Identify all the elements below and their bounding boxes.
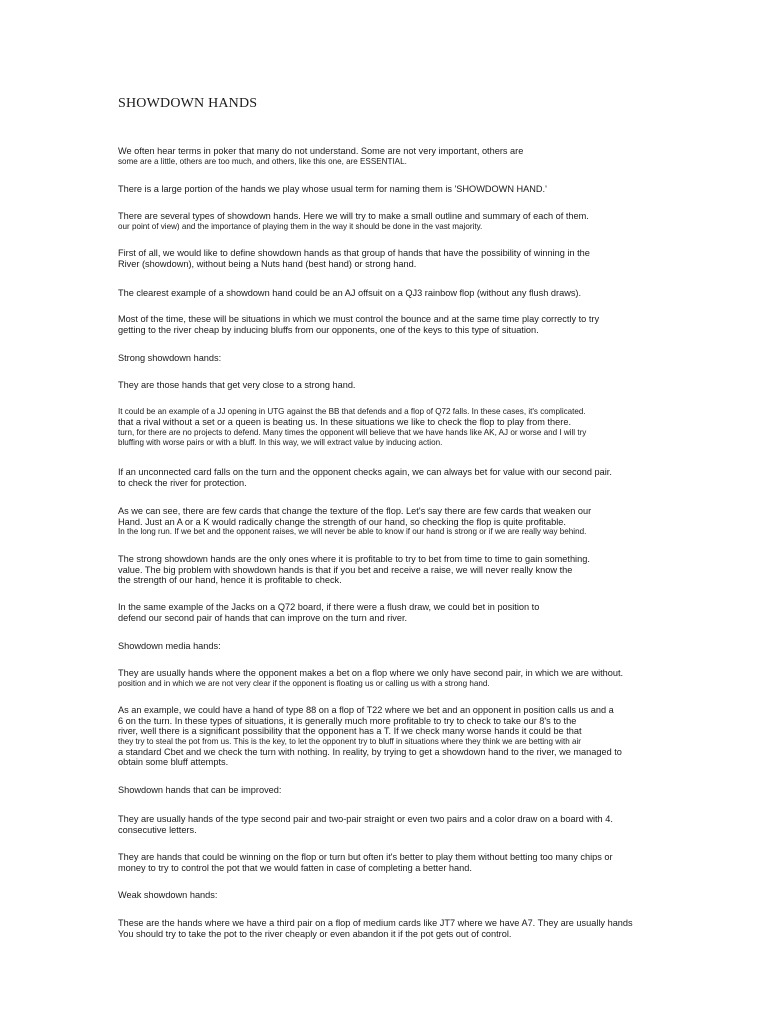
text-line: It could be an example of a JJ opening in UTG against the BB that defends and a flop of Q72 falls. In these cases, it's complicated.: [118, 407, 586, 416]
text-line: They are hands that could be winning on the flop or turn but often it's better to play them without betting too many chips or: [118, 852, 613, 862]
text-line: to check the river for protection.: [118, 477, 247, 488]
text-line: The strong showdown hands are the only ones where it is profitable to try to bet from time to time to gain something.: [118, 554, 590, 564]
paragraph: [118, 314, 658, 335]
text-line: bluffing with worse pairs or with a bluff. In this way, we will extract value by inducing action.: [118, 437, 443, 447]
paragraph: [118, 705, 658, 768]
text-line: These are the hands where we have a third pair on a flop of medium cards like JT7 where we have A7. They are usually hands: [118, 918, 633, 928]
text-line: Showdown media hands:: [118, 641, 221, 651]
paragraph: [118, 407, 658, 448]
text-line: River (showdown), without being a Nuts hand (best hand) or strong hand.: [118, 258, 417, 269]
text-line: money to try to control the pot that we would fatten in case of completing a better hand.: [118, 862, 472, 873]
text-line: There are several types of showdown hands. Here we will try to make a small outline and summary of each of them.: [118, 211, 589, 221]
text-line: If an unconnected card falls on the turn and the opponent checks again, we can always bet for value with our second pair.: [118, 467, 612, 477]
text-line: a standard Cbet and we check the turn with nothing. In reality, by trying to get a showdown hand to the river, we managed to: [118, 746, 622, 757]
text-line: They are usually hands where the opponent makes a bet on a flop where we only have second pair, in which we are without.: [118, 668, 624, 678]
text-line: There is a large portion of the hands we play whose usual term for naming them is 'SHOWDOWN HAND.': [118, 184, 547, 194]
paragraph: [118, 668, 658, 689]
text-line: position and in which we are not very clear if the opponent is floating us or calling us with a strong hand.: [118, 678, 490, 688]
paragraph: [118, 353, 658, 364]
text-line: Showdown hands that can be improved:: [118, 785, 282, 795]
paragraph: [118, 641, 658, 652]
paragraph: [118, 814, 658, 835]
text-line: As an example, we could have a hand of type 88 on a flop of T22 where we bet and an opponent in position calls us and a: [118, 705, 614, 715]
paragraph: [118, 467, 658, 488]
text-line: they try to steal the pot from us. This is the key, to let the opponent try to bluff in situations where they think we are betting with air: [118, 736, 581, 746]
paragraph: [118, 785, 658, 796]
text-line: the strength of our hand, hence it is profitable to check.: [118, 575, 342, 586]
text-line: They are usually hands of the type second pair and two-pair straight or even two pairs and a color draw on a board with 4.: [118, 814, 613, 824]
paragraph: [118, 184, 658, 195]
text-line: The clearest example of a showdown hand could be an AJ offsuit on a QJ3 rainbow flop (without any flush draws).: [118, 288, 582, 298]
paragraph: [118, 506, 658, 537]
page-title: SHOWDOWN HANDS: [118, 96, 258, 111]
paragraph: [118, 554, 658, 586]
text-line: consecutive letters.: [118, 824, 197, 835]
text-line: 6 on the turn. In these types of situations, it is generally much more profitable to try to check to take our 8's to the: [118, 715, 577, 726]
paragraph: [118, 380, 658, 391]
paragraph: [118, 211, 658, 232]
text-line: our point of view) and the importance of playing them in the way it should be done in the vast majority.: [118, 221, 483, 231]
paragraph: [118, 248, 658, 269]
paragraph: [118, 146, 658, 167]
text-line: getting to the river cheap by inducing bluffs from our opponents, one of the keys to this type of situation.: [118, 324, 539, 335]
text-line: river, well there is a significant possibility that the opponent has a T. If we check many worse hands it could be that: [118, 726, 582, 737]
text-line: that a rival without a set or a queen is beating us. In these situations we like to check the flop to play from there.: [118, 417, 571, 428]
text-line: We often hear terms in poker that many do not understand. Some are not very important, others are: [118, 146, 524, 156]
text-line: First of all, we would like to define showdown hands as that group of hands that have the possibility of winning in the: [118, 248, 590, 258]
text-line: As we can see, there are few cards that change the texture of the flop. Let's say there are few cards that weaken our: [118, 506, 592, 516]
text-line: obtain some bluff attempts.: [118, 757, 229, 768]
paragraph: [118, 918, 658, 939]
paragraph: [118, 288, 658, 299]
text-line: Weak showdown hands:: [118, 890, 218, 900]
paragraph: [118, 602, 658, 623]
paragraph: [118, 852, 658, 873]
text-line: You should try to take the pot to the river cheaply or even abandon it if the pot gets out of control.: [118, 928, 512, 939]
text-line: Hand. Just an A or a K would radically change the strength of our hand, so checking the flop is quite profitable.: [118, 516, 566, 527]
text-line: turn, for there are no projects to defend. Many times the opponent will believe that we have hands like AK, AJ or worse and I will try: [118, 427, 587, 437]
text-line: Most of the time, these will be situations in which we must control the bounce and at the same time play correctly to try: [118, 314, 600, 324]
text-line: defend our second pair of hands that can improve on the turn and river.: [118, 612, 408, 623]
text-line: value. The big problem with showdown hands is that if you bet and receive a raise, we will never really know the: [118, 564, 573, 575]
text-line: some are a little, others are too much, and others, like this one, are ESSENTIAL.: [118, 156, 407, 166]
text-line: They are those hands that get very close to a strong hand.: [118, 380, 356, 390]
text-line: Strong showdown hands:: [118, 353, 222, 363]
paragraph: [118, 890, 658, 901]
text-line: In the long run. If we bet and the opponent raises, we will never be able to know if our hand is strong or if we are really way behind.: [118, 527, 587, 537]
text-line: In the same example of the Jacks on a Q72 board, if there were a flush draw, we could bet in position to: [118, 602, 540, 612]
